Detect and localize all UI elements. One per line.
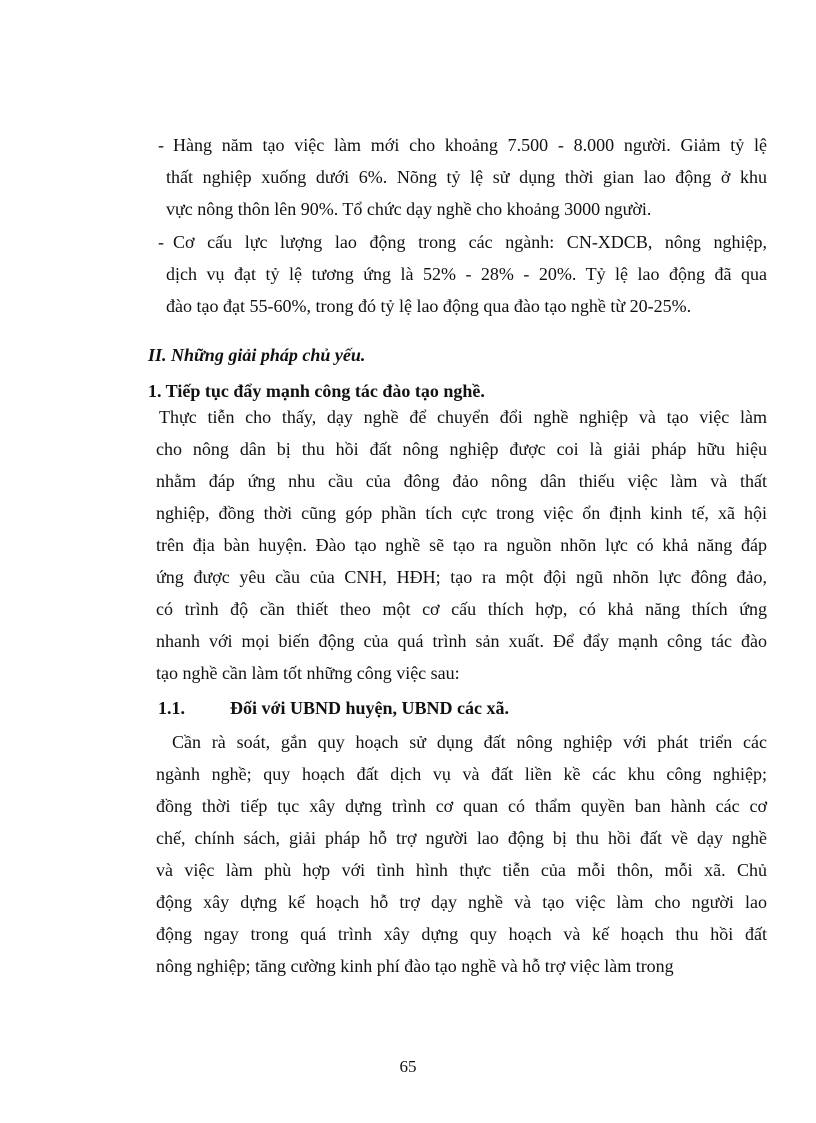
- paragraph-1-line-9: tạo nghề cần làm tốt những công việc sau:: [156, 663, 460, 683]
- subsection-heading: 1. Tiếp tục đẩy mạnh công tác đào tạo nghề.: [148, 381, 485, 401]
- paragraph-1-line-5: trên địa bàn huyện. Đào tạo nghề sẽ tạo ra nguồn nhõn lực có khả năng đáp: [156, 535, 767, 555]
- paragraph-2-line-3: đồng thời tiếp tục xây dựng trình cơ quan có thẩm quyền ban hành các cơ: [156, 796, 767, 816]
- bullet-marker: -: [158, 135, 164, 155]
- paragraph-1-line-1: Thực tiễn cho thấy, dạy nghề để chuyển đổi nghề nghiệp và tạo việc làm: [159, 407, 767, 427]
- paragraph-1-line-8: nhanh với mọi biến động của quá trình sản xuất. Để đẩy mạnh công tác đào: [156, 631, 767, 651]
- paragraph-2-line-6: động xây dựng kế hoạch hỗ trợ dạy nghề và tạo việc làm cho người lao: [156, 892, 767, 912]
- bullet-1-line-1: Hàng năm tạo việc làm mới cho khoảng 7.500 - 8.000 người. Giảm tỷ lệ: [173, 135, 767, 155]
- paragraph-2-line-2: ngành nghề; quy hoạch đất dịch vụ và đất liền kề các khu công nghiệp;: [156, 764, 767, 784]
- bullet-1-line-2: thất nghiệp xuống dưới 6%. Nõng tỷ lệ sử dụng thời gian lao động ở khu: [166, 167, 767, 187]
- paragraph-2-line-1: Cần rà soát, gắn quy hoạch sử dụng đất nông nghiệp với phát triển các: [172, 732, 767, 752]
- subsubsection-number: 1.1.: [158, 698, 185, 718]
- paragraph-2-line-7: động ngay trong quá trình xây dựng quy hoạch và kế hoạch thu hồi đất: [156, 924, 767, 944]
- section-heading: II. Những giải pháp chủ yếu.: [148, 345, 366, 365]
- paragraph-1-line-7: có trình độ cần thiết theo một cơ cấu thích hợp, có khả năng thích ứng: [156, 599, 767, 619]
- subsubsection-title: Đối với UBND huyện, UBND các xã.: [230, 698, 509, 718]
- paragraph-1-line-6: ứng được yêu cầu của CNH, HĐH; tạo ra một đội ngũ nhõn lực đông đảo,: [156, 567, 767, 587]
- bullet-2-line-1: Cơ cấu lực lượng lao động trong các ngành: CN-XDCB, nông nghiệp,: [173, 232, 767, 252]
- paragraph-2-line-8: nông nghiệp; tăng cường kinh phí đào tạo nghề và hỗ trợ việc làm trong: [156, 956, 674, 976]
- paragraph-1-line-3: nhằm đáp ứng nhu cầu của đông đảo nông dân thiếu việc làm và thất: [156, 471, 767, 491]
- paragraph-1-line-4: nghiệp, đồng thời cũng góp phần tích cực trong việc ổn định kinh tế, xã hội: [156, 503, 767, 523]
- bullet-2-line-3: đào tạo đạt 55-60%, trong đó tỷ lệ lao động qua đào tạo nghề từ 20-25%.: [166, 296, 692, 316]
- bullet-2-line-2: dịch vụ đạt tỷ lệ tương ứng là 52% - 28% - 20%. Tỷ lệ lao động đã qua: [166, 264, 767, 284]
- bullet-marker: -: [158, 232, 164, 252]
- paragraph-1-line-2: cho nông dân bị thu hồi đất nông nghiệp được coi là giải pháp hữu hiệu: [156, 439, 767, 459]
- paragraph-2-line-4: chế, chính sách, giải pháp hỗ trợ người lao động bị thu hồi đất về dạy nghề: [156, 828, 767, 848]
- bullet-1-line-3: vực nông thôn lên 90%. Tổ chức dạy nghề cho khoảng 3000 người.: [166, 199, 652, 219]
- paragraph-2-line-5: và việc làm phù hợp với tình hình thực tiễn của mỗi thôn, mỗi xã. Chủ: [156, 860, 767, 880]
- page-number: 65: [399, 1057, 417, 1076]
